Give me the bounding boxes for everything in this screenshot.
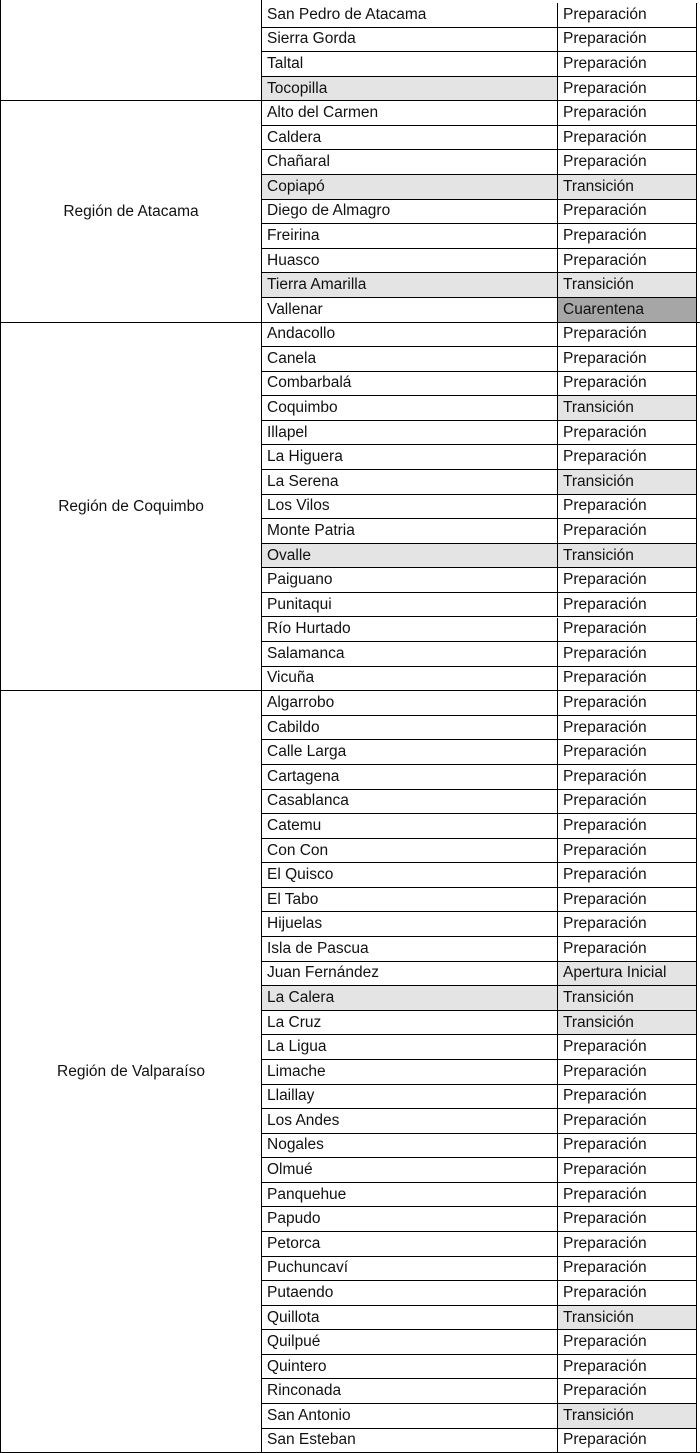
comuna-cell: Taltal (262, 52, 558, 76)
fase-cell: Preparación (563, 939, 647, 957)
comuna-cell: La Serena (262, 470, 558, 494)
comuna-cell: La Ligua (262, 1035, 558, 1059)
fase-cell: Preparación (563, 1136, 647, 1154)
comuna-cell: San Pedro de Atacama (262, 3, 558, 27)
table-row (262, 126, 697, 151)
comuna-cell: La Calera (262, 986, 558, 1010)
table-row (262, 470, 697, 495)
comuna-cell: La Higuera (262, 445, 558, 469)
fase-cell: Preparación (563, 792, 647, 810)
table-row (262, 1330, 697, 1355)
fase-cell: Preparación (563, 497, 647, 515)
table-row (262, 77, 697, 102)
comuna-cell: Copiapó (262, 175, 558, 199)
comuna-cell: Putaendo (262, 1281, 558, 1305)
table-row (262, 1134, 697, 1159)
comuna-cell: Río Hurtado (262, 618, 558, 642)
comuna-cell: Olmué (262, 1158, 558, 1182)
table-row (262, 863, 697, 888)
fase-cell: Preparación (563, 767, 647, 785)
table-row (262, 298, 697, 323)
comuna-cell: Catemu (262, 814, 558, 838)
table-row (262, 396, 697, 421)
comuna-cell: Calle Larga (262, 740, 558, 764)
comuna-cell: Sierra Gorda (262, 28, 558, 52)
comuna-cell: Huasco (262, 249, 558, 273)
table-row (262, 224, 697, 249)
table-row (262, 937, 697, 962)
table-row (262, 1429, 697, 1453)
comuna-cell: Quintero (262, 1355, 558, 1379)
comuna-cell: San Antonio (262, 1404, 558, 1428)
fase-cell: Preparación (563, 374, 647, 392)
comuna-cell: Casablanca (262, 790, 558, 814)
table-row (262, 740, 697, 765)
comuna-cell: La Cruz (262, 1011, 558, 1035)
fase-cell: Preparación (563, 669, 647, 687)
comuna-cell: Monte Patria (262, 519, 558, 543)
fase-cell: Preparación (563, 325, 647, 343)
comuna-cell: Caldera (262, 126, 558, 150)
fase-cell: Preparación (563, 128, 647, 146)
table-row (262, 839, 697, 864)
fase-cell: Preparación (563, 251, 647, 269)
table-row (262, 200, 697, 225)
fase-cell: Preparación (563, 202, 647, 220)
table-row (262, 347, 697, 372)
fase-cell: Preparación (563, 521, 647, 539)
fase-cell: Preparación (563, 841, 647, 859)
table-row (262, 765, 697, 790)
comuna-cell: Andacollo (262, 323, 558, 347)
fase-cell: Preparación (563, 104, 647, 122)
comuna-cell: El Tabo (262, 888, 558, 912)
table-row (262, 1232, 697, 1257)
table-row (262, 150, 697, 175)
table-row (262, 1109, 697, 1134)
region-cell (0, 101, 262, 322)
region-cell (0, 0, 262, 101)
comuna-cell: Papudo (262, 1207, 558, 1231)
table-row (262, 1257, 697, 1282)
fase-cell: Preparación (563, 227, 647, 244)
table-row (262, 1404, 697, 1429)
comuna-cell: Isla de Pascua (262, 937, 558, 961)
comuna-cell: Tocopilla (262, 77, 558, 101)
comuna-cell: Panquehue (262, 1183, 558, 1207)
comuna-cell: Quilpué (262, 1330, 558, 1354)
comuna-cell: Paiguano (262, 568, 558, 592)
comuna-cell: El Quisco (262, 863, 558, 887)
fase-cell: Preparación (563, 1062, 647, 1080)
fase-cell: Preparación (563, 694, 647, 712)
fase-cell: Preparación (563, 1333, 647, 1351)
comuna-cell: Los Vilos (262, 495, 558, 519)
comuna-cell: Vallenar (262, 298, 558, 322)
table-row (262, 1035, 697, 1060)
region-name: Región de Valparaíso (57, 1063, 205, 1081)
table-row (262, 888, 697, 913)
fase-cell: Cuarentena (558, 298, 696, 322)
region-cell (0, 691, 262, 1453)
fase-cell: Transición (558, 396, 696, 420)
table-row (262, 618, 697, 643)
table-row (262, 495, 697, 520)
table-row (262, 519, 697, 544)
fase-cell: Preparación (563, 30, 647, 48)
fase-cell: Preparación (563, 866, 647, 884)
comuna-cell: Chañaral (262, 150, 558, 174)
comuna-cell: Tierra Amarilla (262, 273, 558, 297)
comuna-cell: Alto del Carmen (262, 101, 558, 125)
comuna-cell: Cabildo (262, 716, 558, 740)
table-row (262, 1183, 697, 1208)
comuna-cell: Juan Fernández (262, 962, 558, 986)
fase-cell: Transición (558, 544, 696, 568)
table-row (262, 593, 697, 618)
fase-cell: Preparación (563, 620, 647, 638)
fase-cell: Preparación (563, 890, 647, 908)
comuna-cell: Con Con (262, 839, 558, 863)
table-row (262, 1158, 697, 1183)
table-row (262, 568, 697, 593)
comuna-cell: Los Andes (262, 1109, 558, 1133)
fase-cell: Apertura Inicial (558, 962, 696, 986)
fase-cell: Preparación (563, 1210, 647, 1228)
fase-cell: Preparación (563, 644, 647, 662)
comuna-cell: Punitaqui (262, 593, 558, 617)
fase-cell: Transición (558, 470, 696, 494)
comuna-cell: Quillota (262, 1306, 558, 1330)
table-row (262, 1207, 697, 1232)
comuna-cell: Cartagena (262, 765, 558, 789)
fase-cell: Preparación (563, 1234, 647, 1252)
fase-cell: Transición (558, 1306, 696, 1330)
comuna-cell: Llaillay (262, 1085, 558, 1109)
fase-cell: Preparación (563, 1283, 647, 1301)
comuna-cell: Algarrobo (262, 691, 558, 715)
table-row (262, 1355, 697, 1380)
table-row (262, 421, 697, 446)
region-name: Región de Atacama (63, 202, 199, 220)
fase-cell: Preparación (563, 743, 647, 761)
table-row (262, 691, 697, 716)
fase-cell: Preparación (563, 571, 647, 589)
table-row (262, 249, 697, 274)
comuna-cell: Limache (262, 1060, 558, 1084)
fase-cell: Preparación (563, 1087, 647, 1105)
fase-cell: Transición (558, 273, 696, 297)
table-row (262, 1085, 697, 1110)
table-row (262, 814, 697, 839)
comuna-cell: Illapel (262, 421, 558, 445)
table-row (262, 28, 697, 53)
fase-cell: Preparación (563, 448, 647, 466)
fase-cell: Preparación (563, 1161, 647, 1179)
table-row (262, 1379, 697, 1404)
fase-cell: Preparación (563, 423, 647, 441)
table-row (262, 716, 697, 741)
fase-cell: Preparación (563, 1382, 647, 1400)
table-row (262, 986, 697, 1011)
fase-cell: Preparación (563, 5, 647, 23)
fase-cell: Preparación (563, 54, 647, 72)
table-row (262, 273, 697, 298)
comuna-cell: Hijuelas (262, 912, 558, 936)
comuna-cell: Petorca (262, 1232, 558, 1256)
fase-cell: Preparación (563, 595, 647, 613)
table-row (262, 101, 697, 126)
comuna-cell: Coquimbo (262, 396, 558, 420)
table-row (262, 1306, 697, 1331)
table-row (262, 1060, 697, 1085)
fase-cell: Transición (558, 1011, 696, 1035)
table-row (262, 3, 697, 28)
comuna-cell: Canela (262, 347, 558, 371)
table-row (262, 323, 697, 348)
comuna-cell: San Esteban (262, 1429, 558, 1453)
table-row (262, 642, 697, 667)
table-row (262, 1011, 697, 1036)
fase-cell: Preparación (563, 349, 647, 367)
fase-cell: Preparación (563, 718, 647, 736)
comuna-cell: Freirina (262, 224, 558, 248)
table-row (262, 912, 697, 937)
fase-cell: Preparación (563, 816, 647, 834)
comuna-cell: Puchuncaví (262, 1257, 558, 1281)
region-name: Región de Coquimbo (58, 497, 204, 515)
table-row (262, 790, 697, 815)
table-row (262, 175, 697, 200)
comuna-cell: Combarbalá (262, 372, 558, 396)
table-row (262, 445, 697, 470)
comuna-cell: Salamanca (262, 642, 558, 666)
table-row (262, 52, 697, 77)
region-cell (0, 323, 262, 692)
fase-cell: Preparación (563, 1357, 647, 1375)
comuna-cell: Rinconada (262, 1379, 558, 1403)
table-row (262, 962, 697, 987)
fase-cell: Transición (558, 1404, 696, 1428)
fase-cell: Preparación (563, 915, 647, 933)
table-row (262, 372, 697, 397)
comuna-cell: Vicuña (262, 667, 558, 691)
fase-cell: Preparación (563, 153, 647, 171)
table-row (262, 544, 697, 569)
fase-cell: Preparación (563, 1038, 647, 1056)
fase-cell: Preparación (563, 1185, 647, 1203)
fase-cell: Preparación (563, 1259, 647, 1277)
table-row (262, 1281, 697, 1306)
comuna-cell: Nogales (262, 1134, 558, 1158)
fase-cell: Transición (558, 175, 696, 199)
fase-cell: Transición (558, 986, 696, 1010)
fase-cell: Preparación (563, 1431, 647, 1449)
comuna-cell: Ovalle (262, 544, 558, 568)
comuna-cell: Diego de Almagro (262, 200, 558, 224)
fase-cell: Preparación (563, 1111, 647, 1129)
table-row (262, 667, 697, 692)
fase-cell: Preparación (563, 79, 647, 97)
